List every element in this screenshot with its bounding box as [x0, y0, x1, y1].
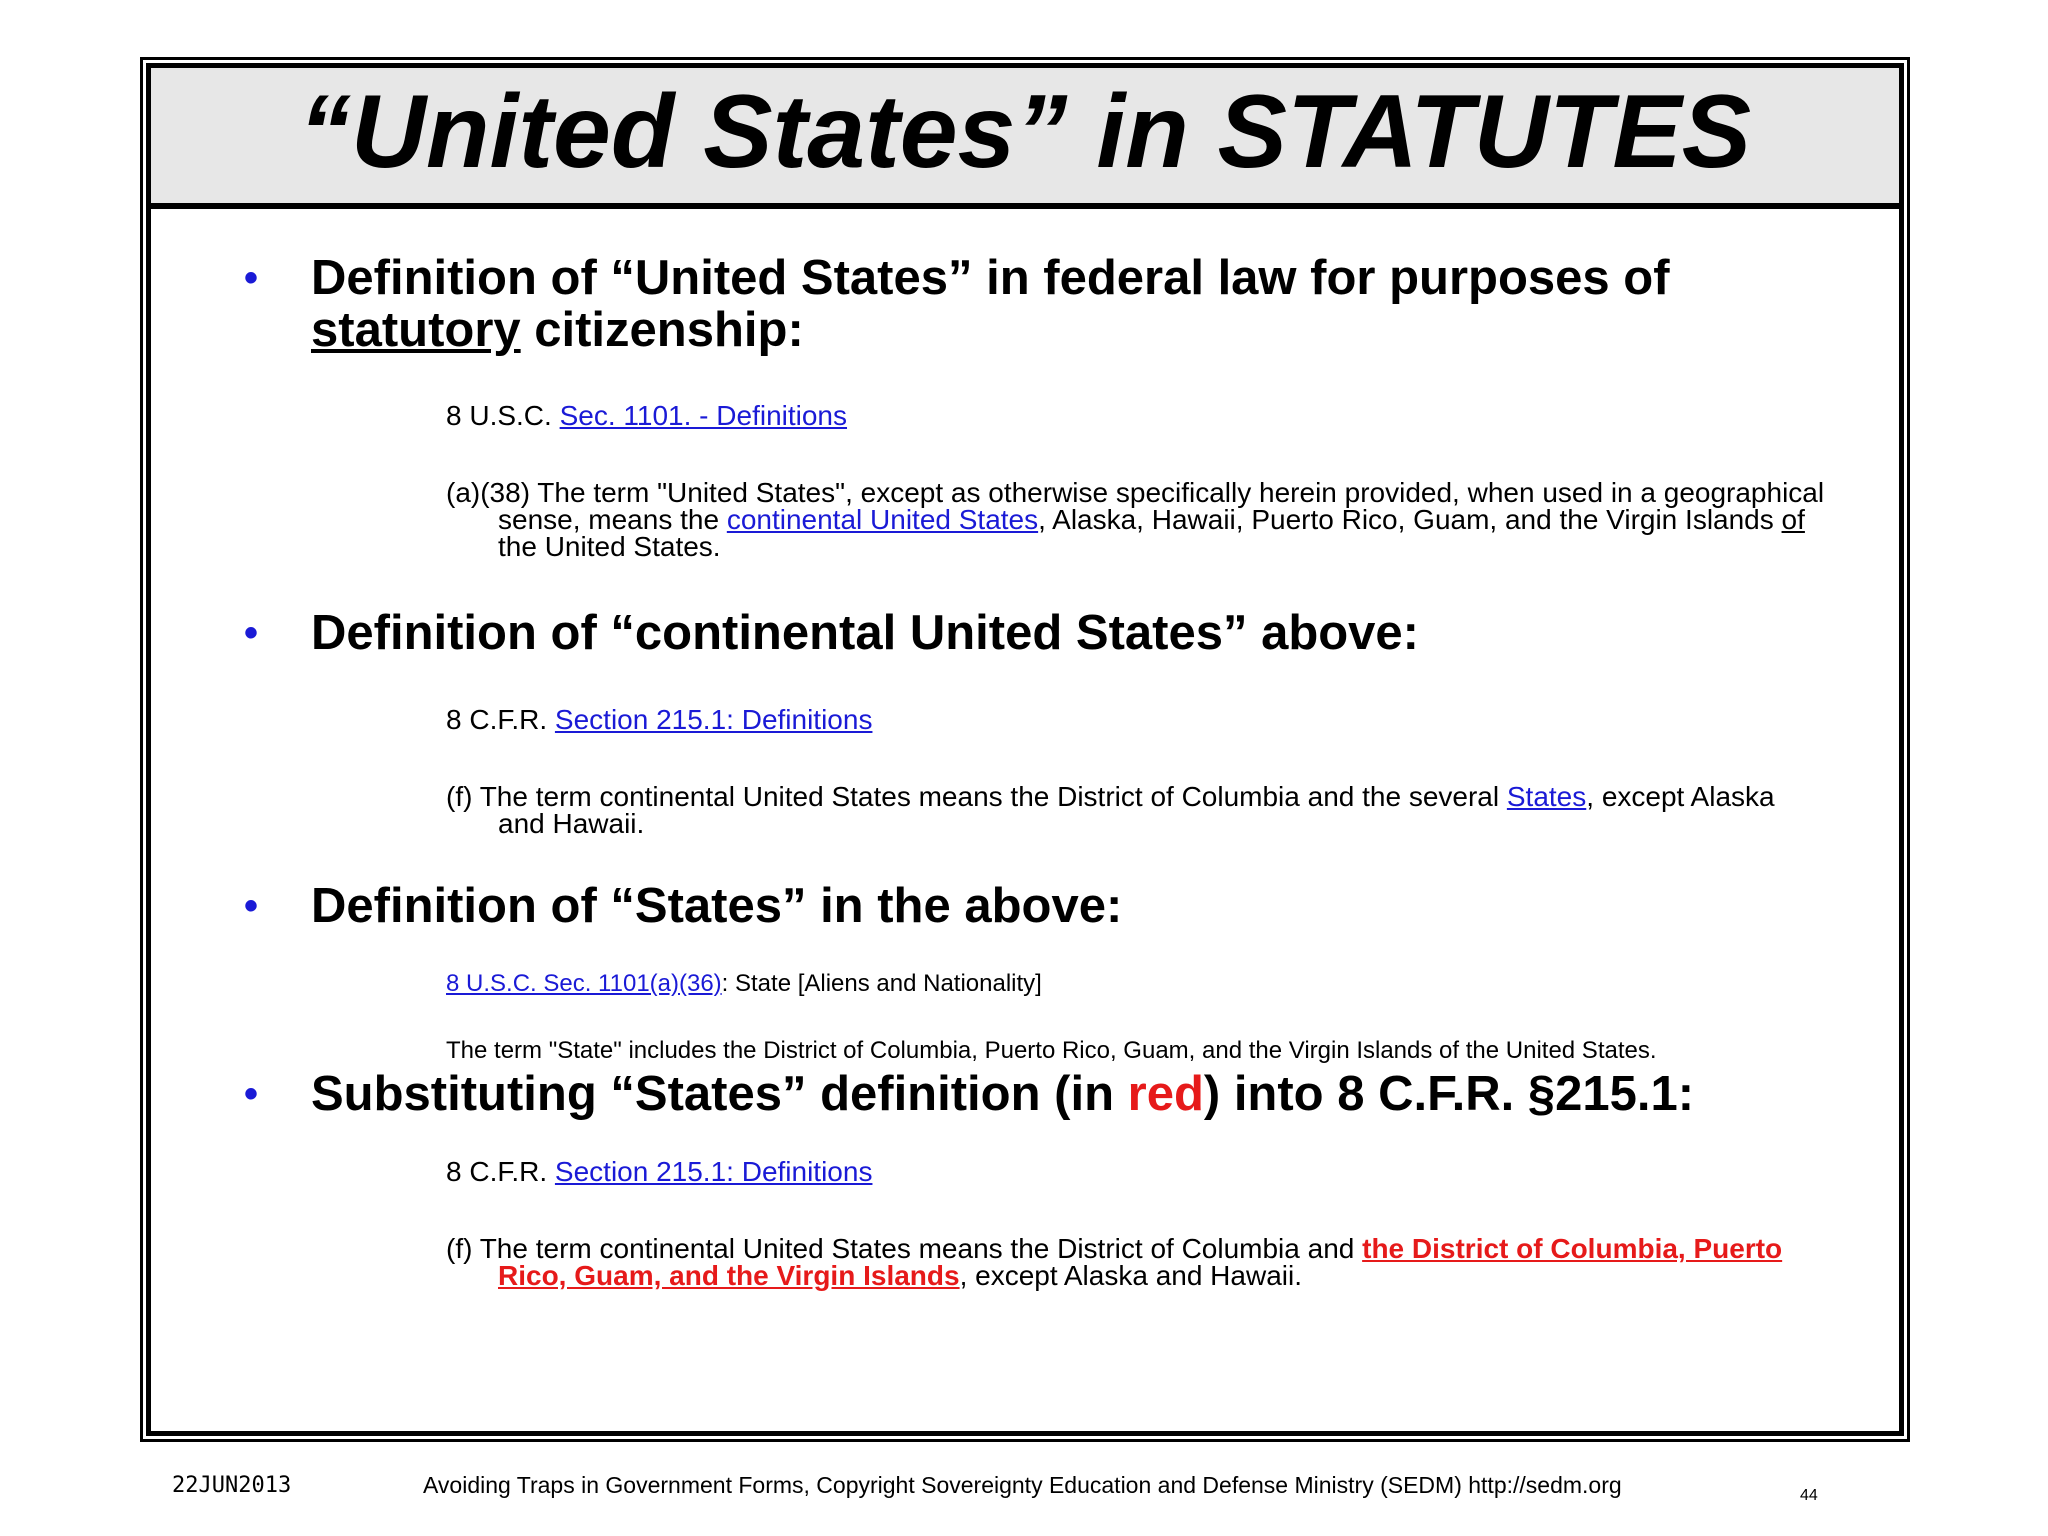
paragraph-text: (f) The term continental United States means the District of Columbia and the several [446, 781, 1507, 812]
bullet-text-end: ) into 8 C.F.R. §215.1: [1203, 1067, 1695, 1121]
slide-content [146, 63, 1904, 1436]
bullet-text: Definition of “States” in the above: [311, 879, 1123, 933]
reference-suffix: : State [Aliens and Nationality] [721, 970, 1042, 997]
bullet-text: Substituting “States” definition (in [311, 1067, 1128, 1121]
reference-line [446, 401, 847, 431]
reference-link[interactable]: Sec. 1101. - Definitions [559, 400, 848, 431]
bullet-continental-definition [244, 607, 1844, 659]
page-number: 44 [1800, 1487, 1818, 1504]
slide-title: “United States” in STATUTES [298, 73, 1752, 190]
underlined-word: statutory [311, 303, 521, 357]
reference-link[interactable]: 8 U.S.C. Sec. 1101(a)(36) [446, 970, 722, 997]
bullet-marker: • [244, 256, 259, 300]
paragraph-text: the United States. [498, 531, 721, 562]
underlined-word: of [1781, 504, 1805, 535]
paragraph-text: The term "State" includes the District of Columbia, Puerto Rico, Guam, and the Virgin Islands of the United States. [446, 1037, 1657, 1064]
bullet-marker: • [244, 884, 259, 928]
bullet-text-end: citizenship: [520, 303, 804, 357]
bullet-states-definition [244, 880, 1844, 932]
slide-frame [140, 57, 1910, 1442]
red-word: red [1127, 1067, 1204, 1121]
continental-us-link[interactable]: continental United States [726, 504, 1039, 535]
bullet-marker: • [244, 611, 259, 655]
reference-line [446, 705, 872, 735]
reference-link[interactable]: Section 215.1: Definitions [554, 704, 873, 735]
title-bar [151, 68, 1899, 209]
paragraph-text: , except Alaska and Hawaii. [498, 781, 1775, 839]
footer-date: 22JUN2013 [172, 1473, 292, 1498]
bullet-text: Definition of “United States” in federal law for purposes of [311, 251, 1670, 305]
substituted-text: the District of Columbia, Puerto Rico, Guam, and the Virgin Islands [498, 1233, 1783, 1291]
bullet-substitution [244, 1068, 1844, 1120]
substituted-paragraph [446, 1235, 1826, 1289]
reference-link[interactable]: Section 215.1: Definitions [554, 1156, 873, 1187]
paragraph-text: (f) The term continental United States means the District of Columbia and [446, 1233, 1363, 1264]
definition-paragraph [446, 479, 1826, 560]
states-link[interactable]: States [1506, 781, 1587, 812]
definition-paragraph [446, 1037, 1826, 1064]
bullet-us-definition [244, 252, 1844, 356]
reference-line [446, 969, 1042, 999]
footer-copyright: Avoiding Traps in Government Forms, Copyright Sovereignty Education and Defense Ministry (SEDM) http://sedm.org [423, 1472, 1622, 1498]
reference-prefix: 8 C.F.R. [446, 704, 555, 735]
reference-prefix: 8 U.S.C. [446, 400, 560, 431]
bullet-marker: • [244, 1072, 259, 1116]
bullet-text: Definition of “continental United States” above: [311, 606, 1420, 660]
definition-paragraph [446, 783, 1826, 837]
paragraph-text: , except Alaska and Hawaii. [959, 1260, 1302, 1291]
paragraph-text: , Alaska, Hawaii, Puerto Rico, Guam, and the Virgin Islands [1038, 504, 1782, 535]
reference-prefix: 8 C.F.R. [446, 1156, 555, 1187]
reference-line [446, 1157, 872, 1187]
paragraph-text: (a)(38) The term "United States", except as otherwise specifically herein provided, when used in a geographical sense, means the [446, 477, 1825, 535]
